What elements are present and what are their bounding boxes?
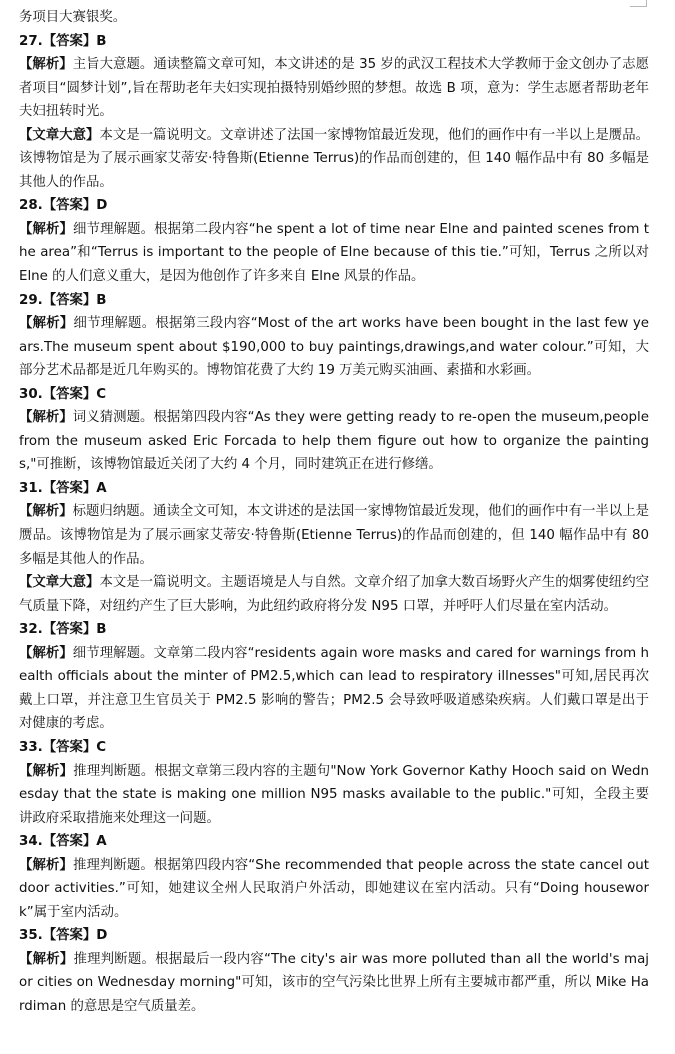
continued-text (19, 6, 649, 30)
section-mark: 【文章大意】 (19, 575, 100, 591)
section-mark: 【解析】 (19, 316, 74, 332)
answer-letter: A (96, 480, 107, 496)
paragraph-text: 推理判断题。根据文章第三段内容的主题句"Now York Governor Kathy Hooch said on Wednesday that the state is making one million N95 masks available to the public."可知，全段主要讲政府采取措施来处理这一问题。 (19, 763, 650, 826)
explanation-paragraph (19, 854, 649, 925)
answer-mark: 【答案】 (42, 928, 97, 944)
explanation-paragraph (19, 218, 649, 289)
paragraph-text: 细节理解题。根据第二段内容“he spent a lot of time near Elne and painted scenes from the area”和“Terrus is important to the people of Elne because of this tie.”可知，Terrus 之所以对 Elne 的人们意义重大，是因为他创作了许多来自 Elne 风景的作品。 (19, 221, 649, 285)
section-mark: 【解析】 (19, 763, 74, 779)
question-number: 31. (19, 480, 43, 496)
answer-line (19, 477, 649, 501)
explanation-paragraph (19, 760, 649, 831)
question-number: 29. (19, 292, 43, 308)
section-mark: 【解析】 (19, 645, 73, 661)
paragraph-text: 标题归纳题。通读全文可知，本文讲述的是法国一家博物馆最近发现，他们的画作中有一半以上是赝品。该博物馆是为了展示画家艾蒂安·特鲁斯(Etienne Terrus)的作品而创建的，但 140 幅作品中有 80 多幅是其他人的作品。 (19, 504, 650, 567)
answer-letter: C (96, 739, 107, 755)
answer-line (19, 289, 649, 313)
answer-mark: 【答案】 (42, 622, 97, 638)
paragraph-text: 主旨大意题。通读整篇文章可知，本文讲述的是 35 岁的武汉工程技术大学教师于金文创办了志愿者项目“圆梦计划”,旨在帮助老年夫妇实现拍摄特别婚纱照的梦想。故选 B 项，意为：学生志愿者帮助老年夫妇扭转时光。 (19, 57, 649, 120)
paragraph-text: 细节理解题。文章第二段内容“residents again wore masks and cared for warnings from health officials about the minter of PM2.5,which can lead to respiratory illnesses"可知,居民再次戴上口罩，并注意卫生官员关于 PM2.5 影响的警告；PM2.5 会导致呼吸道感染疾病。人们戴口罩是出于对健康的考虑。 (19, 645, 649, 732)
answer-line (19, 736, 649, 760)
question-number: 35. (19, 928, 43, 944)
answer-mark: 【答案】 (42, 33, 97, 49)
answer-mark: 【答案】 (42, 834, 97, 850)
answer-line (19, 30, 649, 54)
section-mark: 【解析】 (19, 504, 73, 520)
explanation-paragraph (19, 406, 649, 477)
explanation-paragraph (19, 571, 649, 618)
explanation-paragraph (19, 948, 649, 1019)
answer-letter: D (96, 928, 108, 944)
question-number: 32. (19, 622, 43, 638)
explanation-paragraph (19, 312, 649, 383)
paragraph-text: 本文是一篇说明文。主题语境是人与自然。文章介绍了加拿大数百场野火产生的烟雾使纽约空气质量下降，对纽约产生了巨大影响，为此纽约政府将分发 N95 口罩，并呼吁人们尽量在室内活动。 (19, 575, 650, 614)
answer-mark: 【答案】 (42, 386, 97, 402)
answer-mark: 【答案】 (42, 292, 97, 308)
answer-line (19, 830, 649, 854)
answer-line (19, 924, 649, 948)
section-mark: 【解析】 (19, 410, 73, 426)
paragraph-text: 本文是一篇说明文。文章讲述了法国一家博物馆最近发现，他们的画作中有一半以上是赝品。该博物馆是为了展示画家艾蒂安·特鲁斯(Etienne Terrus)的作品而创建的，但 140 幅作品中有 80 多幅是其他人的作品。 (19, 127, 650, 190)
answer-letter: B (96, 33, 107, 49)
paragraph-text: 词义猜测题。根据第四段内容“As they were getting ready to re-open the museum,people from the museum asked Eric Forcada to help them figure out how to organize the paintings,"可推断，该博物馆最近关闭了大约 4 个月，同时建筑正在进行修缮。 (19, 410, 650, 473)
question-number: 28. (19, 198, 43, 214)
section-mark: 【解析】 (19, 857, 73, 873)
answer-line (19, 194, 649, 218)
answer-line (19, 383, 649, 407)
section-mark: 【解析】 (19, 951, 74, 967)
answer-letter: D (96, 198, 108, 214)
question-number: 33. (19, 739, 43, 755)
explanation-paragraph (19, 500, 649, 571)
answer-mark: 【答案】 (42, 198, 97, 214)
answer-letter: A (96, 834, 107, 850)
question-number: 27. (19, 33, 43, 49)
question-number: 30. (19, 386, 43, 402)
answer-letter: C (96, 386, 107, 402)
question-number: 34. (19, 834, 43, 850)
explanation-paragraph (19, 642, 649, 736)
answer-letter: B (96, 292, 107, 308)
section-mark: 【解析】 (19, 57, 73, 73)
paragraph-text: 推理判断题。根据最后一段内容“The city's air was more polluted than all the world's major cities on Wednesday morning"可知，该市的空气污染比世界上所有主要城市都严重，所以 Mike Hardiman 的意思是空气质量差。 (19, 951, 649, 1014)
explanation-paragraph (19, 53, 649, 124)
section-mark: 【文章大意】 (19, 127, 100, 143)
answer-key-text (19, 6, 649, 1019)
answer-mark: 【答案】 (42, 480, 97, 496)
answer-mark: 【答案】 (42, 739, 97, 755)
answer-letter: B (96, 622, 107, 638)
answer-line (19, 618, 649, 642)
section-mark: 【解析】 (19, 221, 74, 237)
paragraph-text: 细节理解题。根据第三段内容“Most of the art works have been bought in the last few years.The museum spent about $190,000 to buy paintings,drawings,and water colour.”可知，大部分艺术品都是近几年购买的。博物馆花费了大约 19 万美元购买油画、素描和水彩画。 (19, 316, 649, 379)
paragraph-text: 务项目大赛银奖。 (19, 10, 127, 25)
explanation-paragraph (19, 124, 649, 195)
paragraph-text: 推理判断题。根据第四段内容“She recommended that people across the state cancel outdoor activities.”可知，她建议全州人民取消户外活动，即她建议在室内活动。只有“Doing housework”属于室内活动。 (19, 857, 650, 920)
